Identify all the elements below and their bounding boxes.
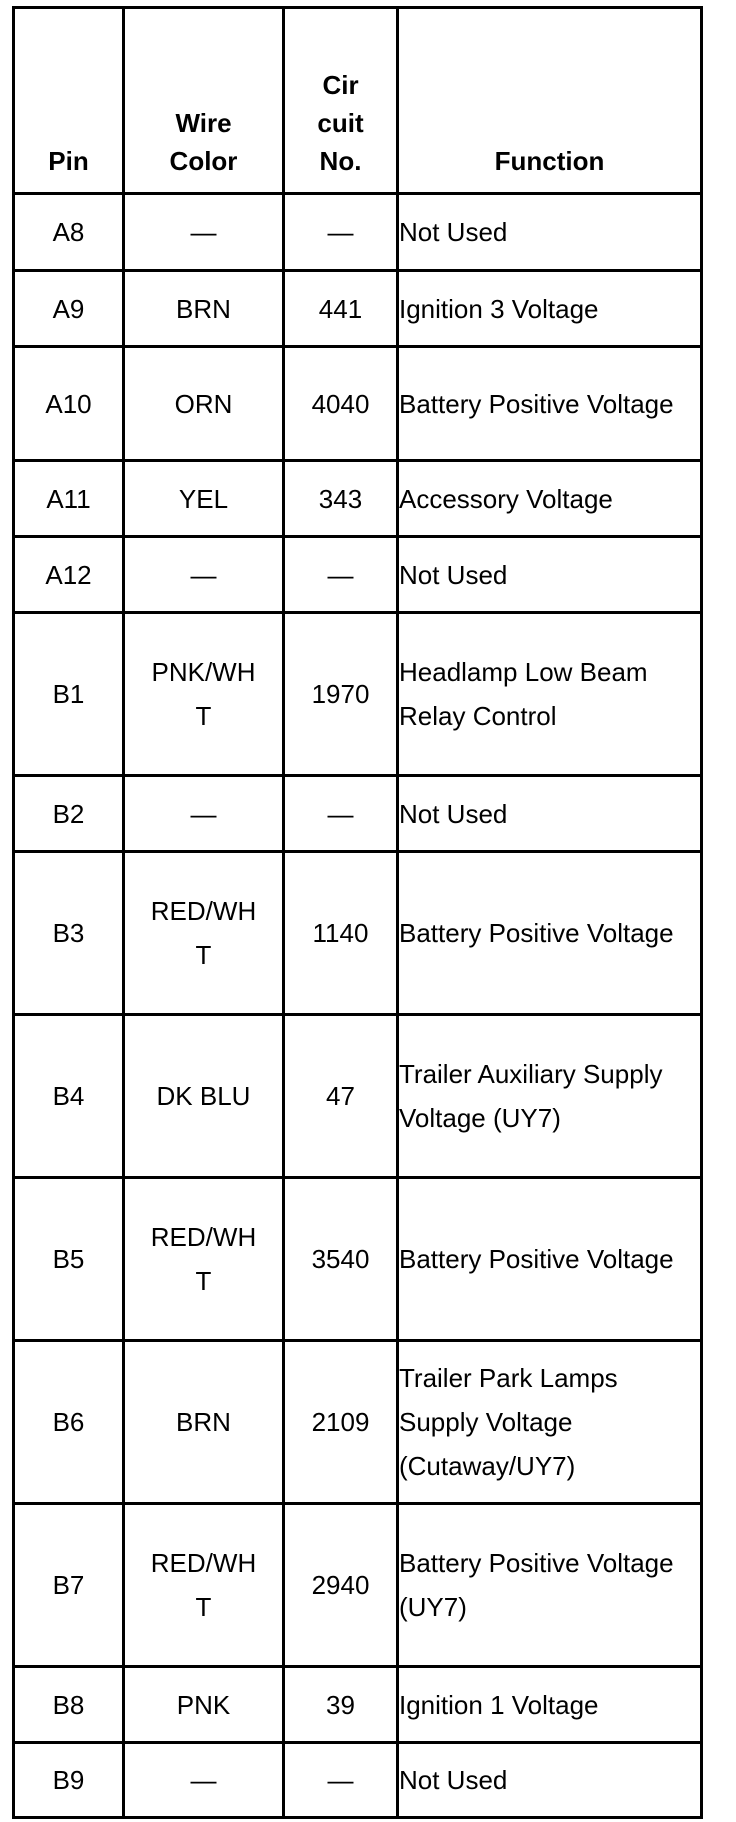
cell-pin: B5 xyxy=(14,1178,124,1341)
header-wire-color xyxy=(124,8,284,194)
cell-wire-color: — xyxy=(124,194,284,271)
table-row xyxy=(14,537,702,613)
cell-circuit: 4040 xyxy=(284,347,398,461)
cell-function: Not Used xyxy=(398,1743,702,1818)
cell-wire-color-label: RED/WHT xyxy=(150,896,257,970)
cell-pin: A11 xyxy=(14,461,124,537)
table-row xyxy=(14,194,702,271)
table-header-row xyxy=(14,8,702,194)
cell-circuit: 2940 xyxy=(284,1504,398,1667)
cell-wire-color: BRN xyxy=(124,1341,284,1504)
cell-pin: A8 xyxy=(14,194,124,271)
cell-wire-color: — xyxy=(124,1743,284,1818)
cell-function: Not Used xyxy=(398,537,702,613)
table-row xyxy=(14,1504,702,1667)
cell-circuit: 2109 xyxy=(284,1341,398,1504)
cell-wire-color-label: PNK/WHT xyxy=(151,657,256,731)
cell-pin: B6 xyxy=(14,1341,124,1504)
cell-function: Headlamp Low Beam Relay Control xyxy=(398,613,702,776)
cell-function: Battery Positive Voltage xyxy=(398,1178,702,1341)
cell-function: Not Used xyxy=(398,194,702,271)
cell-circuit: 3540 xyxy=(284,1178,398,1341)
cell-function: Battery Positive Voltage xyxy=(398,347,702,461)
cell-wire-color: DK BLU xyxy=(124,1015,284,1178)
table-row xyxy=(14,613,702,776)
cell-function: Trailer Park Lamps Supply Voltage (Cutaway/UY7) xyxy=(398,1341,702,1504)
cell-circuit: 1140 xyxy=(284,852,398,1015)
cell-pin: A9 xyxy=(14,271,124,347)
cell-wire-color: BRN xyxy=(124,271,284,347)
header-function: Function xyxy=(398,8,702,194)
header-wire-color-label: Wire Color xyxy=(169,108,238,176)
cell-function: Battery Positive Voltage xyxy=(398,852,702,1015)
table-row xyxy=(14,1015,702,1178)
cell-function: Accessory Voltage xyxy=(398,461,702,537)
header-circuit-no-label: Circuit No. xyxy=(317,70,364,176)
cell-wire-color: — xyxy=(124,776,284,852)
connector-pin-table xyxy=(12,6,703,1819)
cell-pin: A12 xyxy=(14,537,124,613)
cell-function: Ignition 3 Voltage xyxy=(398,271,702,347)
cell-wire-color xyxy=(124,852,284,1015)
cell-pin: B9 xyxy=(14,1743,124,1818)
cell-wire-color: YEL xyxy=(124,461,284,537)
cell-circuit: 343 xyxy=(284,461,398,537)
cell-pin: A10 xyxy=(14,347,124,461)
table-row xyxy=(14,271,702,347)
table-row xyxy=(14,1341,702,1504)
cell-circuit: 39 xyxy=(284,1667,398,1743)
cell-wire-color-label: RED/WHT xyxy=(150,1222,257,1296)
cell-wire-color: PNK xyxy=(124,1667,284,1743)
cell-pin: B2 xyxy=(14,776,124,852)
cell-function: Not Used xyxy=(398,776,702,852)
header-circuit-no xyxy=(284,8,398,194)
table-row xyxy=(14,1178,702,1341)
cell-circuit: — xyxy=(284,537,398,613)
cell-circuit: 47 xyxy=(284,1015,398,1178)
table-row xyxy=(14,347,702,461)
table-row xyxy=(14,461,702,537)
cell-wire-color: — xyxy=(124,537,284,613)
cell-pin: B1 xyxy=(14,613,124,776)
cell-circuit: — xyxy=(284,1743,398,1818)
cell-function: Ignition 1 Voltage xyxy=(398,1667,702,1743)
cell-pin: B4 xyxy=(14,1015,124,1178)
cell-pin: B3 xyxy=(14,852,124,1015)
cell-circuit: — xyxy=(284,194,398,271)
cell-function: Trailer Auxiliary Supply Voltage (UY7) xyxy=(398,1015,702,1178)
cell-function: Battery Positive Voltage (UY7) xyxy=(398,1504,702,1667)
cell-wire-color xyxy=(124,613,284,776)
cell-wire-color: ORN xyxy=(124,347,284,461)
table-row xyxy=(14,852,702,1015)
cell-circuit: — xyxy=(284,776,398,852)
cell-wire-color-label: RED/WHT xyxy=(150,1548,257,1622)
table-row xyxy=(14,1743,702,1818)
table-row xyxy=(14,1667,702,1743)
cell-circuit: 1970 xyxy=(284,613,398,776)
table-row xyxy=(14,776,702,852)
cell-wire-color xyxy=(124,1178,284,1341)
cell-circuit: 441 xyxy=(284,271,398,347)
cell-wire-color xyxy=(124,1504,284,1667)
cell-pin: B8 xyxy=(14,1667,124,1743)
header-pin: Pin xyxy=(14,8,124,194)
cell-pin: B7 xyxy=(14,1504,124,1667)
